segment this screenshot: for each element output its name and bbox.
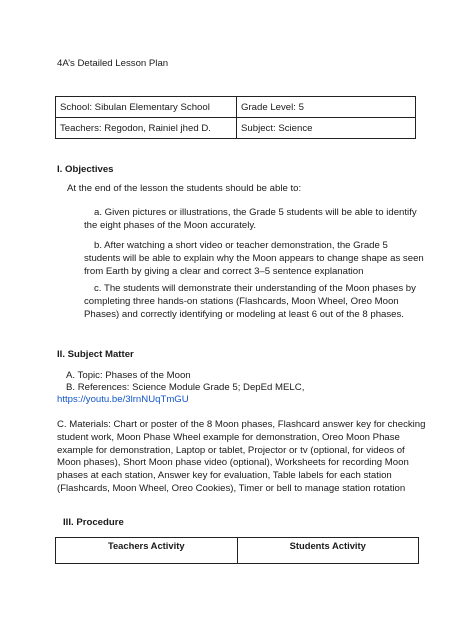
procedure-table — [55, 537, 419, 564]
document-title: 4A’s Detailed Lesson Plan — [57, 58, 169, 69]
materials-line: example for demonstration, Laptop or tablet, Projector or tv (optional, for videos of — [57, 444, 405, 456]
procedure-heading: III. Procedure — [63, 517, 124, 528]
students-activity-header: Students Activity — [237, 538, 419, 564]
objective-c-line: completing three hands-on stations (Flashcards, Moon Wheel, Oreo Moon — [84, 295, 399, 307]
references-line: B. References: Science Module Grade 5; DepEd MELC, — [66, 382, 305, 393]
subject-matter-heading: II. Subject Matter — [57, 349, 134, 360]
objectives-heading: I. Objectives — [57, 164, 114, 175]
objective-b-line: from Earth by giving a clear and correct 3–5 sentence explanation — [84, 265, 364, 277]
materials-line: (Flashcards, Moon Wheel, Oreo Cookies), Timer or bell to manage station rotation — [57, 482, 406, 494]
subject-cell: Subject: Science — [237, 118, 416, 139]
reference-video-link[interactable]: https://youtu.be/3lrnNUqTmGU — [57, 394, 189, 405]
objective-a-line: the eight phases of the Moon accurately. — [84, 219, 257, 231]
objective-item-b — [84, 240, 424, 278]
materials-line: phases at each station, Answer key for evaluation, Table labels for each station — [57, 470, 392, 482]
objective-a-line: a. Given pictures or illustrations, the Grade 5 students will be able to identify — [94, 207, 417, 218]
objective-c-line: Phases) and correctly identifying or modeling at least 6 out of the 8 phases. — [84, 308, 404, 320]
objective-b-line: b. After watching a short video or teacher demonstration, the Grade 5 — [94, 240, 388, 251]
topic-line: A. Topic: Phases of the Moon — [66, 370, 191, 381]
teachers-activity-header: Teachers Activity — [56, 538, 238, 564]
objectives-intro: At the end of the lesson the students should be able to: — [67, 183, 302, 194]
objective-item-c — [84, 283, 416, 321]
materials-paragraph — [57, 419, 425, 496]
objective-c-line: c. The students will demonstrate their understanding of the Moon phases by — [94, 283, 416, 294]
objective-item-a — [84, 207, 417, 233]
materials-line: student work, Moon Phase Wheel example for demonstration, Oreo Moon Phase — [57, 431, 400, 443]
lesson-info-table — [55, 96, 416, 139]
materials-line: C. Materials: Chart or poster of the 8 Moon phases, Flashcard answer key for checking — [57, 419, 426, 430]
school-cell: School: Sibulan Elementary School — [56, 97, 237, 118]
teachers-cell: Teachers: Regodon, Rainiel jhed D. — [56, 118, 237, 139]
grade-level-cell: Grade Level: 5 — [237, 97, 416, 118]
materials-line: Moon phases), Short Moon phase video (optional), Worksheets for recording Moon — [57, 457, 409, 469]
objective-b-line: students will be able to explain why the Moon appears to change shape as seen — [84, 252, 424, 264]
